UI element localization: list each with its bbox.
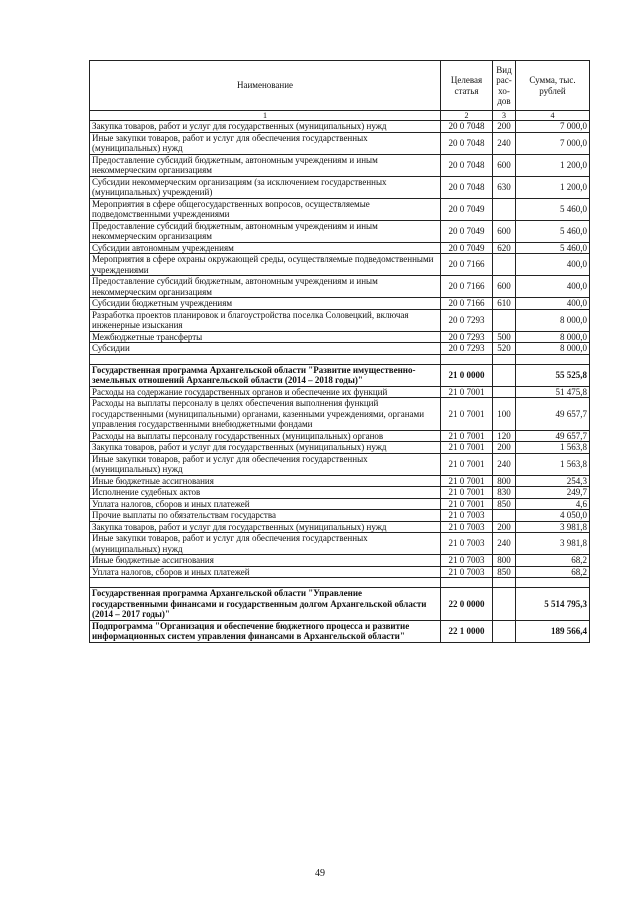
row-expense-type: 630 xyxy=(493,176,516,198)
row-name: Предоставление субсидий бюджетным, автономным учреждениям и иным некоммерческим организациям xyxy=(90,154,441,176)
table-row xyxy=(90,242,590,254)
row-target-article: 22 1 0000 xyxy=(441,620,493,642)
table-row xyxy=(90,398,590,431)
program-row xyxy=(90,364,590,386)
row-name: Предоставление субсидий бюджетным, автономным учреждениям и иным некоммерческим организациям xyxy=(90,220,441,242)
table-row xyxy=(90,309,590,331)
row-expense-type xyxy=(493,620,516,642)
table-row xyxy=(90,498,590,510)
table-row xyxy=(90,555,590,567)
row-target-article: 20 0 7293 xyxy=(441,331,493,343)
header-target-article: Целевая статья xyxy=(441,61,493,111)
row-name: Иные закупки товаров, работ и услуг для обеспечения государственных (муниципальных) нужд xyxy=(90,453,441,475)
row-expense-type: 240 xyxy=(493,453,516,475)
row-name: Межбюджетные трансферты xyxy=(90,331,441,343)
row-name: Предоставление субсидий бюджетным, автономным учреждениям и иным некоммерческим организациям xyxy=(90,276,441,298)
row-target-article: 20 0 7049 xyxy=(441,242,493,254)
row-expense-type: 600 xyxy=(493,276,516,298)
row-sum: 4,6 xyxy=(516,498,590,510)
row-expense-type: 600 xyxy=(493,154,516,176)
row-sum: 7 000,0 xyxy=(516,132,590,154)
table-row xyxy=(90,343,590,355)
row-sum: 1 200,0 xyxy=(516,176,590,198)
row-expense-type: 200 xyxy=(493,442,516,454)
row-sum: 5 460,0 xyxy=(516,242,590,254)
row-target-article: 21 0 7003 xyxy=(441,566,493,578)
row-name: Государственная программа Архангельской области "Управление государственными финансами и государственным долгом Архангельской области (2014 – 2017 годы)" xyxy=(90,588,441,621)
row-sum: 7 000,0 xyxy=(516,121,590,133)
header-name: Наименование xyxy=(90,61,441,111)
row-expense-type: 800 xyxy=(493,475,516,487)
row-sum: 249,7 xyxy=(516,487,590,499)
table-row xyxy=(90,198,590,220)
row-target-article: 20 0 7049 xyxy=(441,220,493,242)
spacer-cell xyxy=(516,578,590,588)
table-row xyxy=(90,276,590,298)
row-sum: 68,2 xyxy=(516,555,590,567)
program-row xyxy=(90,588,590,621)
table-row xyxy=(90,566,590,578)
program-row xyxy=(90,620,590,642)
row-name: Разработка проектов планировок и благоустройства поселка Соловецкий, включая инженерные изыскания xyxy=(90,309,441,331)
row-target-article: 20 0 7166 xyxy=(441,254,493,276)
spacer-row xyxy=(90,354,590,364)
row-expense-type: 620 xyxy=(493,242,516,254)
row-sum: 5 460,0 xyxy=(516,198,590,220)
header-expense-type: Вид рас-хо-дов xyxy=(493,61,516,111)
row-name: Расходы на выплаты персоналу в целях обеспечения выполнения функций государственными (муниципальными) органами, казенными учреждениями, органами управления государственными внебюджетными фондами xyxy=(90,398,441,431)
row-name: Иные закупки товаров, работ и услуг для обеспечения государственных (муниципальных) нужд xyxy=(90,132,441,154)
row-name: Уплата налогов, сборов и иных платежей xyxy=(90,498,441,510)
row-name: Субсидии xyxy=(90,343,441,355)
spacer-cell xyxy=(493,354,516,364)
row-target-article: 20 0 7048 xyxy=(441,176,493,198)
row-target-article: 20 0 7166 xyxy=(441,298,493,310)
spacer-cell xyxy=(441,354,493,364)
row-sum: 254,3 xyxy=(516,475,590,487)
row-sum: 8 000,0 xyxy=(516,309,590,331)
row-target-article: 21 0 7001 xyxy=(441,430,493,442)
row-name: Закупка товаров, работ и услуг для государственных (муниципальных) нужд xyxy=(90,121,441,133)
table-row xyxy=(90,176,590,198)
row-sum: 5 514 795,3 xyxy=(516,588,590,621)
row-target-article: 21 0 7003 xyxy=(441,521,493,533)
row-target-article: 21 0 7001 xyxy=(441,442,493,454)
row-expense-type: 800 xyxy=(493,555,516,567)
column-number: 4 xyxy=(516,111,590,121)
row-sum: 51 475,8 xyxy=(516,386,590,398)
row-expense-type: 600 xyxy=(493,220,516,242)
row-target-article: 20 0 7293 xyxy=(441,309,493,331)
row-target-article: 20 0 7048 xyxy=(441,132,493,154)
row-target-article: 20 0 7166 xyxy=(441,276,493,298)
table-body xyxy=(90,121,590,643)
column-number-row xyxy=(90,111,590,121)
row-target-article: 21 0 7003 xyxy=(441,510,493,522)
spacer-cell xyxy=(90,578,441,588)
row-target-article: 21 0 7001 xyxy=(441,487,493,499)
row-name: Субсидии некоммерческим организациям (за исключением государственных (муниципальных) учреждений) xyxy=(90,176,441,198)
spacer-cell xyxy=(516,354,590,364)
row-sum: 3 981,8 xyxy=(516,521,590,533)
column-number: 3 xyxy=(493,111,516,121)
row-expense-type: 500 xyxy=(493,331,516,343)
row-expense-type xyxy=(493,386,516,398)
row-target-article: 21 0 7001 xyxy=(441,386,493,398)
table-row xyxy=(90,331,590,343)
row-expense-type xyxy=(493,510,516,522)
spacer-cell xyxy=(493,578,516,588)
spacer-cell xyxy=(441,578,493,588)
row-target-article: 21 0 7001 xyxy=(441,453,493,475)
row-target-article: 21 0 7001 xyxy=(441,498,493,510)
row-target-article: 20 0 7293 xyxy=(441,343,493,355)
row-sum: 49 657,7 xyxy=(516,430,590,442)
row-target-article: 21 0 0000 xyxy=(441,364,493,386)
spacer-row xyxy=(90,578,590,588)
row-name: Государственная программа Архангельской области "Развитие имущественно-земельных отношений Архангельской области (2014 – 2018 годы)" xyxy=(90,364,441,386)
table-row xyxy=(90,430,590,442)
row-sum: 4 050,0 xyxy=(516,510,590,522)
row-sum: 400,0 xyxy=(516,298,590,310)
table-row xyxy=(90,298,590,310)
table-row xyxy=(90,533,590,555)
row-name: Мероприятия в сфере общегосударственных вопросов, осуществляемые подведомственными учреждениями xyxy=(90,198,441,220)
row-expense-type: 850 xyxy=(493,566,516,578)
column-number: 1 xyxy=(90,111,441,121)
row-sum: 68,2 xyxy=(516,566,590,578)
row-expense-type xyxy=(493,309,516,331)
table-row xyxy=(90,453,590,475)
row-name: Иные бюджетные ассигнования xyxy=(90,475,441,487)
row-expense-type: 200 xyxy=(493,121,516,133)
row-expense-type: 520 xyxy=(493,343,516,355)
row-sum: 8 000,0 xyxy=(516,343,590,355)
row-target-article: 21 0 7003 xyxy=(441,533,493,555)
table-row xyxy=(90,510,590,522)
table-row xyxy=(90,442,590,454)
row-target-article: 21 0 7001 xyxy=(441,398,493,431)
row-name: Субсидии автономным учреждениям xyxy=(90,242,441,254)
table-row xyxy=(90,475,590,487)
row-name: Прочие выплаты по обязательствам государства xyxy=(90,510,441,522)
row-expense-type: 120 xyxy=(493,430,516,442)
row-expense-type: 100 xyxy=(493,398,516,431)
row-name: Подпрограмма "Организация и обеспечение бюджетного процесса и развитие информационных систем управления финансами в Архангельской области" xyxy=(90,620,441,642)
row-expense-type: 240 xyxy=(493,533,516,555)
table-row xyxy=(90,521,590,533)
table-row xyxy=(90,386,590,398)
row-name: Уплата налогов, сборов и иных платежей xyxy=(90,566,441,578)
page-number: 49 xyxy=(315,868,325,879)
row-sum: 189 566,4 xyxy=(516,620,590,642)
row-sum: 400,0 xyxy=(516,254,590,276)
row-sum: 1 563,8 xyxy=(516,453,590,475)
row-name: Расходы на выплаты персоналу государственных (муниципальных) органов xyxy=(90,430,441,442)
row-name: Закупка товаров, работ и услуг для государственных (муниципальных) нужд xyxy=(90,521,441,533)
row-name: Иные бюджетные ассигнования xyxy=(90,555,441,567)
row-target-article: 22 0 0000 xyxy=(441,588,493,621)
row-expense-type xyxy=(493,198,516,220)
row-target-article: 20 0 7048 xyxy=(441,121,493,133)
table-row xyxy=(90,254,590,276)
row-target-article: 21 0 7003 xyxy=(441,555,493,567)
row-expense-type xyxy=(493,588,516,621)
table-header-row xyxy=(90,61,590,111)
row-expense-type: 850 xyxy=(493,498,516,510)
header-sum: Сумма, тыс. рублей xyxy=(516,61,590,111)
table-row xyxy=(90,121,590,133)
row-expense-type xyxy=(493,254,516,276)
row-sum: 400,0 xyxy=(516,276,590,298)
row-sum: 1 200,0 xyxy=(516,154,590,176)
row-expense-type: 610 xyxy=(493,298,516,310)
row-name: Расходы на содержание государственных органов и обеспечение их функций xyxy=(90,386,441,398)
row-target-article: 20 0 7048 xyxy=(441,154,493,176)
column-number: 2 xyxy=(441,111,493,121)
row-expense-type: 200 xyxy=(493,521,516,533)
budget-table xyxy=(89,60,590,643)
table-row xyxy=(90,132,590,154)
row-target-article: 20 0 7049 xyxy=(441,198,493,220)
row-name: Закупка товаров, работ и услуг для государственных (муниципальных) нужд xyxy=(90,442,441,454)
table-row xyxy=(90,487,590,499)
row-sum: 1 563,8 xyxy=(516,442,590,454)
row-sum: 55 525,8 xyxy=(516,364,590,386)
table-row xyxy=(90,220,590,242)
row-target-article: 21 0 7001 xyxy=(441,475,493,487)
row-name: Мероприятия в сфере охраны окружающей среды, осуществляемые подведомственными учреждениями xyxy=(90,254,441,276)
row-sum: 5 460,0 xyxy=(516,220,590,242)
row-name: Субсидии бюджетным учреждениям xyxy=(90,298,441,310)
table-row xyxy=(90,154,590,176)
row-expense-type: 240 xyxy=(493,132,516,154)
row-sum: 49 657,7 xyxy=(516,398,590,431)
row-name: Исполнение судебных актов xyxy=(90,487,441,499)
row-sum: 8 000,0 xyxy=(516,331,590,343)
row-expense-type: 830 xyxy=(493,487,516,499)
row-name: Иные закупки товаров, работ и услуг для обеспечения государственных (муниципальных) нужд xyxy=(90,533,441,555)
row-expense-type xyxy=(493,364,516,386)
row-sum: 3 981,8 xyxy=(516,533,590,555)
spacer-cell xyxy=(90,354,441,364)
